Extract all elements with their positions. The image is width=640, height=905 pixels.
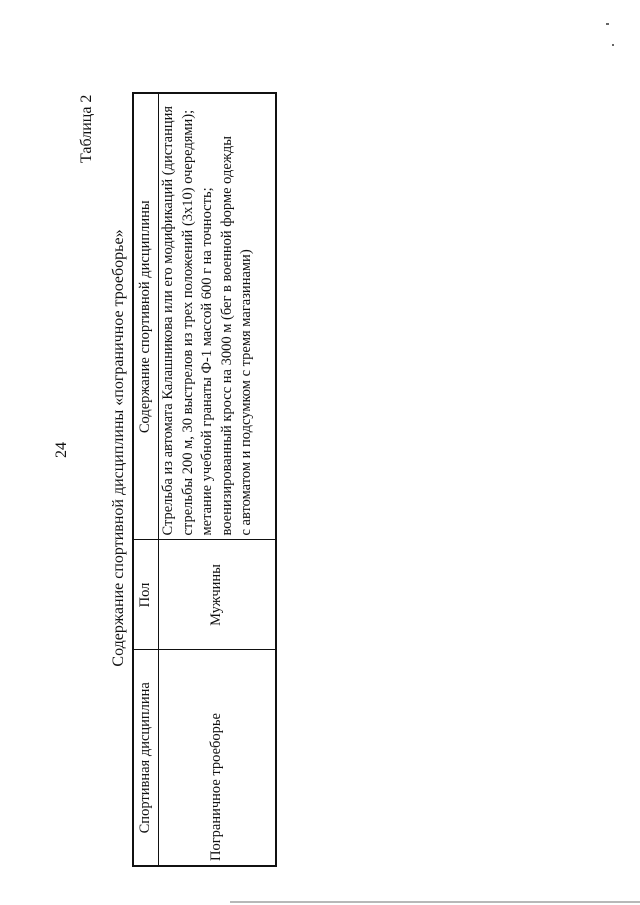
table-label: Таблица 2 [78, 94, 95, 163]
content-line: с автоматом и подсумком с тремя магазинами) [238, 249, 254, 536]
scan-speck [612, 44, 614, 46]
discipline-table [132, 92, 277, 867]
content-line: стрельбы 200 м, 30 выстрелов из трех положений (3х10) очередями); [179, 109, 196, 536]
content-line: военизированный кросс на 3000 м (бег в военной форме одежды [218, 136, 235, 536]
cell-discipline: Пограничное троеборье [159, 650, 277, 866]
table-row [159, 93, 277, 866]
scan-edge-line [230, 901, 640, 903]
cell-sex: Мужчины [159, 540, 277, 650]
cell-content [159, 93, 277, 540]
content-line: метание учебной гранаты Ф-1 массой 600 г на точность; [199, 187, 215, 536]
page-number: 24 [53, 442, 70, 458]
table-caption: Содержание спортивной дисциплины «пограничное троеборье» [110, 229, 127, 667]
header-content: Содержание спортивной дисциплины [133, 93, 159, 540]
scan-speck [606, 23, 609, 25]
header-discipline: Спортивная дисциплина [133, 650, 159, 866]
table-header-row [133, 93, 159, 866]
header-sex: Пол [133, 540, 159, 650]
content-line: Стрельба из автомата Калашникова или его модификаций (дистанция [160, 105, 176, 536]
